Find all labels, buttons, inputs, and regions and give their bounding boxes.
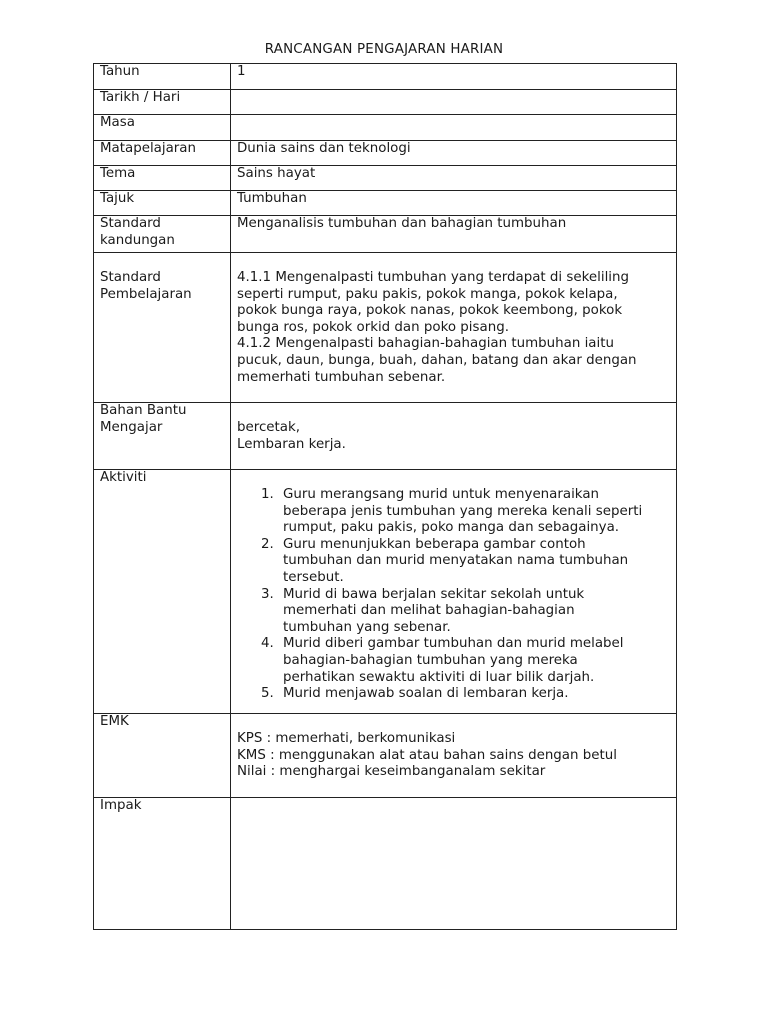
text-line: 4.1.2 Mengenalpasti bahagian-bahagian tumbuhan iaitu [237,336,614,352]
row-tajuk [94,191,677,216]
text-line: memerhati dan melihat bahagian-bahagian [283,603,575,619]
text-line: tumbuhan yang sebenar. [283,619,451,635]
activity-item [261,487,670,537]
value-matapelajaran: Dunia sains dan teknologi [231,141,677,166]
text-line: Nilai : menghargai keseimbanganalam sekitar [237,764,546,780]
activity-item [261,686,670,703]
label-line: Standard [100,216,161,231]
row-aktiviti [94,470,677,714]
activity-item [261,536,670,587]
text-line: seperti rumput, paku pakis, pokok manga, pokok kelapa, [237,286,618,302]
activity-number: 2. [261,536,274,552]
row-matapelajaran [94,141,677,166]
text-line: tersebut. [283,569,344,585]
text-line: bunga ros, pokok orkid dan poko pisang. [237,319,509,335]
activity-list [237,487,670,703]
label-line: Mengajar [100,419,163,435]
row-standard-pembelajaran [94,253,677,403]
row-tahun [94,64,677,90]
label-emk: EMK [94,714,231,798]
text-line: tumbuhan dan murid menyatakan nama tumbuhan [283,553,629,569]
label-masa: Masa [94,115,231,141]
label-line: Standard [100,270,161,285]
value-tarikh [231,90,677,115]
text-line: Guru merangsang murid untuk menyenaraikan [283,487,600,502]
label-tahun: Tahun [94,64,231,90]
activity-item [261,636,670,686]
label-line: Bahan Bantu [100,403,187,418]
value-emk [231,714,677,798]
text-line: Murid menjawab soalan di lembaran kerja. [283,686,569,702]
activity-number: 1. [261,487,274,502]
value-standard-pembelajaran [231,253,677,403]
row-impak [94,798,677,930]
label-bahan-bantu [94,403,231,470]
row-tarikh [94,90,677,115]
value-impak [231,798,677,930]
text-line: rumput, paku pakis, poko manga dan sebagainya. [283,520,620,536]
text-line: bercetak, [237,420,301,435]
text-line: perhatikan sewaktu aktiviti di luar bilik darjah. [283,669,595,685]
text-line: pokok bunga raya, pokok nanas, pokok keembong, pokok [237,303,623,319]
activity-number: 4. [261,636,274,652]
text-line: 4.1.1 Mengenalpasti tumbuhan yang terdapat di sekeliling [237,270,629,285]
text-line: KPS : memerhati, berkomunikasi [237,731,456,746]
text-line: Murid di bawa berjalan sekitar sekolah untuk [283,586,585,602]
label-standard-kandungan [94,216,231,253]
value-standard-kandungan: Menganalisis tumbuhan dan bahagian tumbuhan [231,216,677,253]
row-bahan-bantu [94,403,677,470]
text-line: Lembaran kerja. [237,436,346,452]
label-tarikh: Tarikh / Hari [94,90,231,115]
text-line: Guru menunjukkan beberapa gambar contoh [283,536,586,552]
label-impak: Impak [94,798,231,930]
activity-number: 5. [261,686,274,702]
lesson-plan-table [93,63,677,930]
text-line: memerhati tumbuhan sebenar. [237,369,446,385]
label-line: Pembelajaran [100,286,192,302]
activity-item [261,586,670,637]
text-line: pucuk, daun, bunga, buah, dahan, batang dan akar dengan [237,352,637,368]
label-tema: Tema [94,166,231,191]
document-title: RANCANGAN PENGAJARAN HARIAN [264,42,504,57]
text-line: Murid diberi gambar tumbuhan dan murid melabel [283,636,624,652]
label-aktiviti: Aktiviti [94,470,231,714]
text-line: beberapa jenis tumbuhan yang mereka kenali seperti [283,503,643,519]
text-line: bahagian-bahagian tumbuhan yang mereka [283,652,578,668]
text-line: KMS : menggunakan alat atau bahan sains dengan betul [237,747,617,763]
value-bahan-bantu [231,403,677,470]
label-standard-pembelajaran [94,253,231,403]
label-line: kandungan [100,232,175,248]
row-emk [94,714,677,798]
value-masa [231,115,677,141]
activity-number: 3. [261,586,274,602]
row-masa [94,115,677,141]
label-tajuk: Tajuk [94,191,231,216]
value-tajuk: Tumbuhan [231,191,677,216]
value-tahun: 1 [231,64,677,90]
row-tema [94,166,677,191]
row-standard-kandungan [94,216,677,253]
label-matapelajaran: Matapelajaran [94,141,231,166]
value-tema: Sains hayat [231,166,677,191]
value-aktiviti [231,470,677,714]
